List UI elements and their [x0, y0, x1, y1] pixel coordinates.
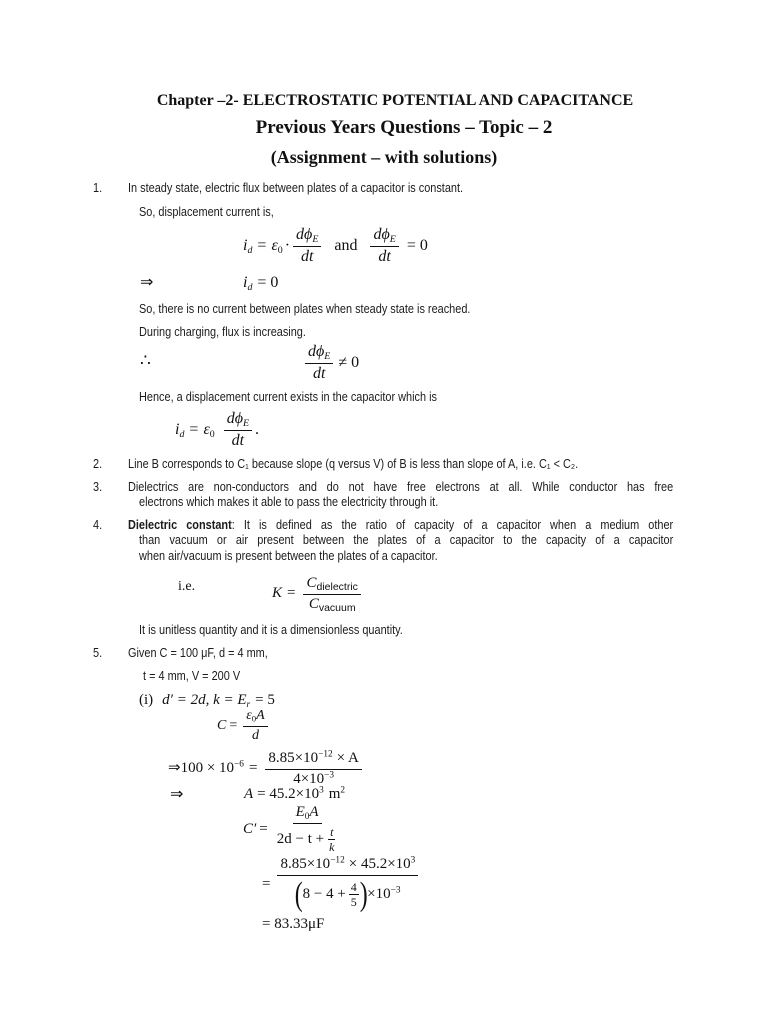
condition-expression [162, 693, 250, 709]
exponent: −3 [324, 770, 335, 781]
displacement-current-symbol [175, 422, 184, 439]
full-stop: . [255, 420, 260, 438]
topic-heading: Previous Years Questions – Topic – 2 [255, 117, 553, 138]
equals-sign: = [257, 236, 267, 254]
paragraph-text [128, 518, 673, 531]
fraction-denominator [292, 876, 403, 912]
implies-arrow: ⇒ [140, 274, 154, 291]
exponent: 3 [410, 855, 416, 866]
lhs-text: ⇒100 × 10 [168, 760, 235, 777]
fraction-denominator: dt [378, 247, 391, 265]
dielectric-constant-line-3 [139, 549, 495, 562]
given-values-line-1 [128, 646, 294, 659]
flux-derivative-fraction [370, 227, 398, 266]
exponent: 2 [340, 785, 346, 796]
capacitance-letter: C [217, 717, 227, 733]
numerator-middle: × 45.2×10 [348, 856, 411, 872]
area-letter: A [309, 804, 319, 820]
numerator-text: 8.85×10 [280, 856, 331, 872]
permittivity-letter: E [295, 804, 305, 820]
displacement-current-symbol [243, 238, 252, 255]
condition-text: d′ = 2d, k = E [162, 692, 247, 708]
flux-differential: dϕ [226, 410, 243, 427]
item-number-1 [93, 181, 104, 194]
dielectric-slab-fraction [274, 805, 341, 854]
new-capacitance-formula [243, 805, 343, 854]
area-value: = 45.2×10 [257, 786, 320, 802]
numerator-tail: × A [336, 750, 359, 766]
fraction-numerator [265, 751, 361, 770]
fraction-numerator [224, 411, 252, 431]
final-capacitance-result: = 83.33μF [262, 916, 325, 932]
numeric-fraction [277, 857, 418, 912]
permittivity-symbol [203, 422, 214, 439]
flux-derivative-fraction [224, 411, 252, 450]
implies-arrow: ⇒ [170, 786, 184, 803]
capacitance-letter: C [308, 595, 319, 612]
multiplication-dot: · [284, 236, 291, 254]
subscript: dielectric [316, 581, 358, 594]
power-of-ten [367, 887, 400, 903]
zero-current-equation [243, 275, 283, 292]
hence-text [139, 390, 494, 403]
four-fifths-fraction [349, 881, 359, 909]
area-letter: A [244, 786, 254, 802]
dielectric-constant-line-1 [128, 518, 768, 531]
fraction-numerator [370, 227, 398, 247]
charging-text [139, 325, 338, 338]
thickness-ratio-fraction [327, 826, 336, 854]
capacitance-ratio-fraction [303, 576, 360, 613]
paragraph-text: So, displacement current is, [139, 204, 274, 219]
no-current-text [139, 302, 534, 315]
equals-sign: = [259, 820, 268, 837]
item-number-text: 2. [93, 456, 103, 471]
therefore-symbol: ∴ [140, 351, 151, 370]
equals-sign: = [262, 875, 271, 892]
flux-differential: dϕ [308, 343, 325, 360]
defined-term: Dielectric constant [128, 517, 232, 532]
chapter-title: Chapter –2- ELECTROSTATIC POTENTIAL AND CAPACITANCE [156, 92, 634, 109]
subscript: d [247, 244, 253, 256]
fraction-numerator [293, 227, 321, 247]
equals-five: = 5 [255, 692, 275, 708]
item-number-text: 3. [93, 479, 103, 494]
paragraph-text: t = 4 mm, V = 200 V [143, 668, 241, 683]
fraction-numerator: t [330, 824, 334, 839]
epsilon-letter: ε [246, 708, 252, 723]
displacement-current-equation [243, 227, 428, 266]
paragraph-text: when air/vacuum is present between the plates of a capacitor. [139, 548, 438, 563]
substitution-fraction [265, 751, 361, 788]
paragraph-text: Hence, a displacement current exists in the capacitor which is [139, 389, 438, 404]
equals-zero: = 0 [257, 274, 279, 291]
denominator-text: 2d − t + [276, 830, 325, 847]
area-result [244, 787, 345, 803]
dielectric-constant-line-2 [139, 533, 768, 546]
fraction-numerator [243, 709, 267, 727]
fraction-numerator [303, 576, 360, 595]
item-number-5 [93, 646, 104, 659]
equals-zero: = 0 [406, 236, 428, 254]
fraction-denominator [306, 595, 359, 613]
close-parenthesis: ) [359, 875, 368, 913]
exponent: −6 [234, 759, 244, 770]
capacitance-value [168, 761, 244, 777]
subscript: d [247, 281, 253, 293]
part-label: (i) [139, 692, 154, 708]
equals-sign: = [189, 420, 199, 438]
part-i-condition [139, 693, 280, 709]
subscript: r [246, 699, 251, 710]
epsilon-letter: ε [271, 236, 278, 254]
paragraph-text: electrons which makes it able to pass the electricity through it. [139, 494, 439, 509]
denominator-tail: ×10 [367, 885, 391, 902]
item-number-text: 1. [93, 180, 103, 195]
paragraph-text: During charging, flux is increasing. [139, 324, 306, 339]
equals-sign: = [287, 585, 296, 602]
numeric-substitution [262, 857, 421, 912]
item-number-4 [93, 518, 104, 531]
dielectrics-text-line-1 [128, 480, 768, 493]
displacement-current-symbol [243, 275, 252, 292]
fraction-denominator: dt [312, 364, 326, 382]
unitless-text [139, 623, 453, 636]
conjunction-and: and [334, 236, 358, 254]
paragraph-text: Dielectrics are non-conductors and do not have free electrons at all. While conductor has free [128, 479, 674, 494]
paragraph-text: Given C = 100 μF, d = 4 mm, [128, 645, 268, 660]
substitution-equation [168, 751, 365, 788]
subscript: vacuum [318, 601, 356, 614]
displacement-current-formula [175, 411, 259, 450]
flux-differential: dϕ [373, 226, 390, 243]
line-b-text [128, 457, 664, 470]
current-letter: i [243, 236, 248, 254]
definition-text: : It is defined as the ratio of capacity of a capacitor when a medium other [231, 517, 674, 532]
capacitance-fraction [243, 709, 267, 743]
subscript: d [179, 428, 185, 440]
fraction-numerator [293, 805, 322, 824]
fraction-numerator [305, 344, 333, 364]
equals-sign: = [229, 717, 238, 733]
paragraph-text: In steady state, electric flux between plates of a capacitor is constant. [128, 180, 464, 195]
denominator-inner-text: 8 − 4 + [302, 885, 346, 902]
fraction-denominator [290, 770, 337, 788]
equals-sign: = [248, 760, 258, 777]
flux-differential: dϕ [296, 226, 313, 243]
dielectrics-text-line-2 [139, 495, 495, 508]
constant-symbol: K [272, 585, 283, 602]
subscript: E [389, 233, 396, 245]
subscript: E [312, 233, 319, 245]
subscript: 0 [304, 811, 310, 822]
fraction-denominator: 5 [350, 895, 357, 910]
displacement-intro-text [139, 205, 299, 218]
fraction-denominator [274, 824, 341, 854]
flux-derivative-fraction [305, 344, 333, 383]
given-values-line-2 [143, 669, 259, 682]
exponent: −12 [318, 749, 333, 760]
new-capacitance-symbol: C′ [243, 820, 257, 837]
ie-label: i.e. [178, 579, 196, 594]
subscript: E [324, 350, 331, 362]
paragraph-text: Line B corresponds to C₁ because slope (q versus V) of B is less than slope of A, i.e. C₁ < C₂. [128, 456, 579, 471]
item-number-2 [93, 457, 104, 470]
permittivity-symbol [271, 238, 290, 255]
item-number-text: 4. [93, 517, 103, 532]
current-letter: i [243, 274, 248, 291]
fraction-numerator: 4 [350, 879, 357, 894]
assignment-heading: (Assignment – with solutions) [270, 147, 498, 167]
dielectric-constant-formula [272, 576, 364, 613]
paragraph-text: than vacuum or air present between the plates of a capacitor to the capacity of a capacitor [139, 532, 674, 547]
current-letter: i [175, 420, 180, 438]
flux-derivative-fraction [293, 227, 321, 266]
capacitance-formula [217, 709, 271, 743]
item-number-text: 5. [93, 645, 103, 660]
nonzero-flux-equation [305, 344, 364, 383]
steady-state-text [128, 181, 527, 194]
area-letter: A [256, 708, 265, 723]
not-equal-zero: ≠ 0 [338, 353, 360, 371]
subscript: 0 [277, 244, 283, 256]
area-expression [244, 787, 345, 803]
exponent: −3 [390, 885, 401, 896]
paragraph-text: So, there is no current between plates when steady state is reached. [139, 301, 471, 316]
numerator-text: 8.85×10 [268, 750, 319, 766]
fraction-denominator: dt [231, 431, 245, 449]
fraction-denominator: dt [300, 247, 314, 265]
capacitance-letter: C [306, 575, 317, 591]
exponent: −12 [330, 855, 345, 866]
denominator-text: 4×10 [293, 770, 325, 787]
fraction-numerator [277, 857, 418, 876]
fraction-denominator: k [329, 840, 335, 855]
subscript: 0 [251, 713, 257, 724]
fraction-denominator: d [251, 727, 259, 743]
exponent: 3 [319, 785, 324, 796]
open-parenthesis: ( [294, 875, 303, 913]
paragraph-text: It is unitless quantity and it is a dimensionless quantity. [139, 622, 403, 637]
subscript: 0 [209, 428, 215, 440]
epsilon-letter: ε [203, 420, 210, 438]
unit-text: m [328, 786, 341, 802]
subscript: E [242, 417, 250, 429]
item-number-3 [93, 480, 104, 493]
